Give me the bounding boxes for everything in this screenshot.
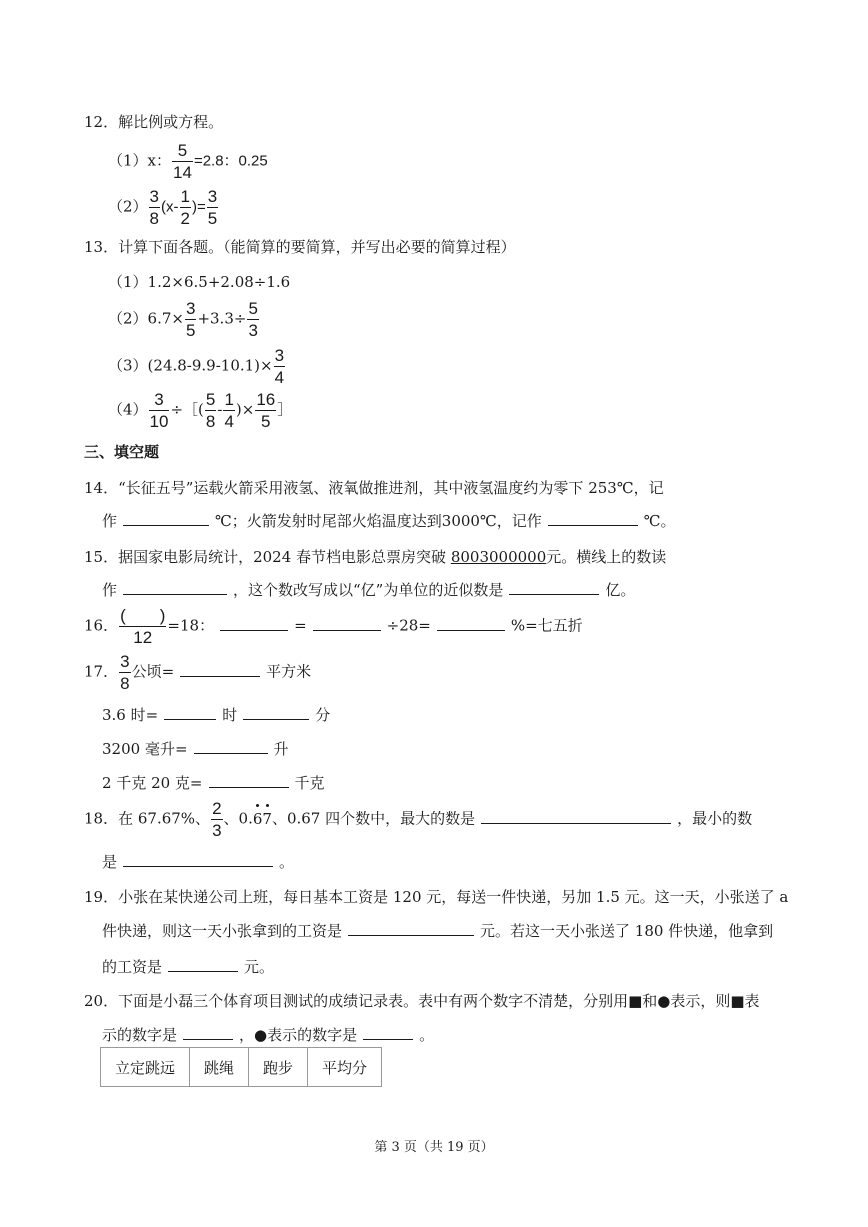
q19-line3: 的工资是 元。 (102, 958, 275, 976)
answer-blank[interactable] (481, 809, 671, 824)
q17-line4: 2 千克 20 克= 千克 (102, 774, 325, 792)
table-row (101, 1048, 382, 1087)
fraction: $\frac{5}{3}$ (248, 299, 258, 340)
q13-part2: （2）6.7× $\frac{3}{5}$ +3.3÷ $\frac{5}{3}$ (108, 299, 258, 340)
repeating-digit: 7 (262, 809, 272, 828)
repeating-digit: 6 (252, 809, 263, 828)
q15-line1: 15．据国家电影局统计，2024 春节档电影总票房突破 8003000000元。横线上的数读 (84, 548, 667, 566)
fraction: $\frac{16}{5}$ (256, 390, 276, 431)
answer-blank[interactable] (123, 852, 273, 867)
q14-line2: 作 ℃；火箭发射时尾部火焰温度达到3000℃，记作 ℃。 (102, 512, 676, 530)
fraction: $\frac{( )}{12}$ (120, 606, 166, 647)
q12-part2: （2） $\frac{3}{8}$ (x- $\frac{1}{2}$ )= $\frac{3}{5}$ (108, 187, 218, 228)
q15-line2: 作 ，这个数改写成以“亿”为单位的近似数是 亿。 (102, 581, 636, 599)
fraction: $\frac{3}{5}$ (207, 187, 218, 228)
table-header-cell: 平均分 (308, 1048, 382, 1087)
answer-blank[interactable] (194, 739, 268, 754)
fraction: $\frac{2}{3}$ (212, 799, 222, 840)
section-heading: 三、填空题 (84, 443, 160, 461)
score-table (100, 1047, 382, 1087)
fraction: $\frac{3}{4}$ (274, 346, 285, 387)
q19-line2: 件快递，则这一天小张拿到的工资是 元。若这一天小张送了 180 件快递，他拿到 (102, 922, 774, 940)
fraction: $\frac{3}{10}$ (149, 390, 169, 431)
answer-blank[interactable] (548, 511, 638, 526)
q13-title: 13．计算下面各题。（能简算的要简算，并写出必要的简算过程） (84, 238, 516, 256)
table-header-cell: 立定跳远 (101, 1048, 190, 1087)
answer-blank[interactable] (183, 1025, 233, 1040)
q13-part3: （3）(24.8-9.9-10.1)× $\frac{3}{4}$ (108, 346, 285, 387)
answer-blank[interactable] (123, 511, 209, 526)
q13-part4: （4） $\frac{3}{10}$ ÷［( $\frac{5}{8}$ - $\frac{1}{4}$ )× $\frac{16}{5}$ ］ (108, 390, 293, 431)
underlined-number: 8003000000 (450, 548, 547, 566)
q14-line1: 14．“长征五号”运载火箭采用液氢、液氧做推进剂，其中液氢温度约为零下 253℃，记 (84, 479, 664, 497)
fraction: $\frac{3}{5}$ (185, 299, 196, 340)
fraction: $\frac{3}{8}$ (149, 187, 160, 228)
q13-part1: （1）1.2×6.5+2.08÷1.6 (108, 273, 291, 291)
answer-blank[interactable] (164, 705, 216, 720)
answer-blank[interactable] (220, 616, 288, 631)
answer-blank[interactable] (363, 1025, 413, 1040)
q19-line1: 19．小张在某快递公司上班，每日基本工资是 120 元，每送一件快递，另加 1.5 元。这一天，小张送了 a (84, 888, 789, 906)
answer-blank[interactable] (168, 957, 238, 972)
q16: 16． $\frac{( )}{12}$ =18： = ÷28= %=七五折 (84, 606, 583, 647)
q12-part1: （1）x： $\frac{5}{14}$ =2.8：0.25 (108, 141, 268, 182)
answer-blank[interactable] (243, 705, 309, 720)
page-footer: 第 3 页（共 19 页） (374, 1140, 494, 1155)
q18-line2: 是 。 (102, 853, 295, 871)
q20-line2: 示的数字是 ，●表示的数字是 。 (102, 1026, 435, 1044)
answer-blank[interactable] (509, 580, 599, 595)
q17-line3: 3200 毫升= 升 (102, 740, 289, 758)
answer-blank[interactable] (123, 580, 227, 595)
q17-line1: 17． $\frac{3}{8}$ 公顷= 平方米 (84, 652, 312, 693)
answer-blank[interactable] (348, 921, 474, 936)
q20-line1: 20．下面是小磊三个体育项目测试的成绩记录表。表中有两个数字不清楚，分别用■和●表示，则■表 (84, 992, 760, 1010)
answer-blank[interactable] (209, 773, 289, 788)
answer-blank[interactable] (180, 662, 260, 677)
answer-blank[interactable] (313, 616, 381, 631)
table-header-cell: 跳绳 (190, 1048, 249, 1087)
q12-title: 12．解比例或方程。 (84, 113, 224, 131)
fraction: $\frac{1}{4}$ (224, 390, 234, 431)
fraction: $\frac{5}{8}$ (205, 390, 216, 431)
fraction: $\frac{5}{14}$ (173, 141, 192, 182)
answer-blank[interactable] (437, 616, 505, 631)
fraction: $\frac{3}{8}$ (120, 652, 130, 693)
q17-line2: 3.6 时= 时 分 (102, 706, 331, 724)
table-header-cell: 跑步 (249, 1048, 308, 1087)
q18-line1: 18．在 67.67%、 $\frac{2}{3}$ 、0.67、0.67 四个数中，最大的数是 ，最小的数 (84, 799, 753, 840)
fraction: $\frac{1}{2}$ (180, 187, 190, 228)
